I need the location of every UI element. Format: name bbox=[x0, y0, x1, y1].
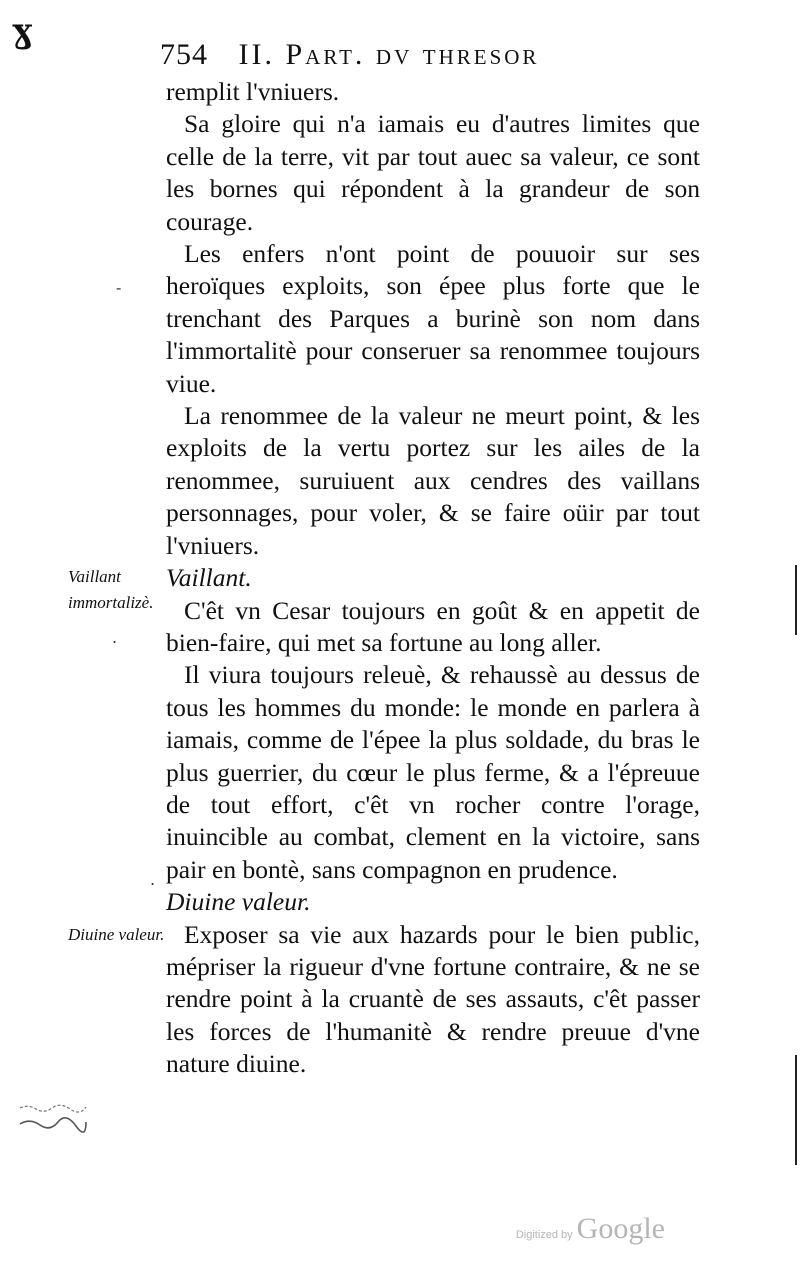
page-number: 754 bbox=[160, 38, 208, 71]
page-header bbox=[160, 40, 539, 70]
paragraph: Sa gloire qui n'a iamais eu d'autres limites que celle de la terre, vit par tout auec sa valeur, ce sont les bornes qui répondent à la grandeur de son courage. bbox=[166, 109, 700, 236]
margin-note-diuine-valeur: Diuine valeur. bbox=[68, 925, 165, 944]
paragraph: Les enfers n'ont point de pouuoir sur ses heroïques exploits, son épee plus forte que le trenchant des Parques a burinè son nom dans l'immortalitè pour conseruer sa renommee toujours viue. bbox=[166, 239, 700, 398]
section-heading-vaillant: Vaillant. bbox=[166, 563, 252, 593]
paragraph: Exposer sa vie aux hazards pour le bien public, mépriser la rigueur d'vne fortune contraire, & ne se rendre point à la cruantè de ses assauts, c'êt passer les forces de l'humanitè & rendre preuue d'vne nature diuine. bbox=[166, 919, 700, 1079]
corner-ink-mark: ɣ bbox=[12, 11, 33, 51]
watermark-small-text: Digitized by bbox=[515, 1229, 573, 1241]
stray-ink-mark: - bbox=[116, 278, 122, 297]
page-edge-shadow bbox=[795, 565, 797, 635]
main-text bbox=[166, 76, 700, 1081]
paragraph: La renommee de la valeur ne meurt point, & les exploits de la vertu portez sur les ailes de la renommee, suruiuent aux cendres des vaillans personnages, pour voler, & se faire oüir par tout l'vniuers. bbox=[166, 401, 700, 560]
paragraph: C'êt vn Cesar toujours en goût & en appetit de bien-faire, qui met sa fortune au long aller. bbox=[166, 595, 700, 657]
paragraph: Il viura toujours releuè, & rehaussè au dessus de tous les hommes du monde: le monde en parlera à iamais, comme de l'épee la plus soldade, du bras le plus guerrier, du cœur le plus ferme, & a l'épreuue de tout effort, c'êt vn rocher contre l'orage, inuincible au combat, clement en la victoire, sans pair en bontè, sans compagnon en prudence. bbox=[166, 660, 700, 884]
section-heading-diuine-valeur: Diuine valeur. bbox=[166, 887, 311, 917]
paragraph-continuation: remplit l'vniuers. bbox=[166, 77, 340, 106]
page-edge-shadow bbox=[795, 1055, 797, 1165]
margin-note-vaillant: Vaillant immortalizè. bbox=[68, 567, 154, 612]
stray-ink-mark: . bbox=[112, 628, 118, 647]
running-title: II. Part. dv thresor bbox=[238, 38, 540, 71]
faint-margin-scribble bbox=[18, 1100, 88, 1134]
digitized-by-google-watermark bbox=[516, 1212, 665, 1246]
watermark-google-logo: Google bbox=[576, 1212, 665, 1245]
stray-ink-mark: . bbox=[150, 870, 156, 889]
